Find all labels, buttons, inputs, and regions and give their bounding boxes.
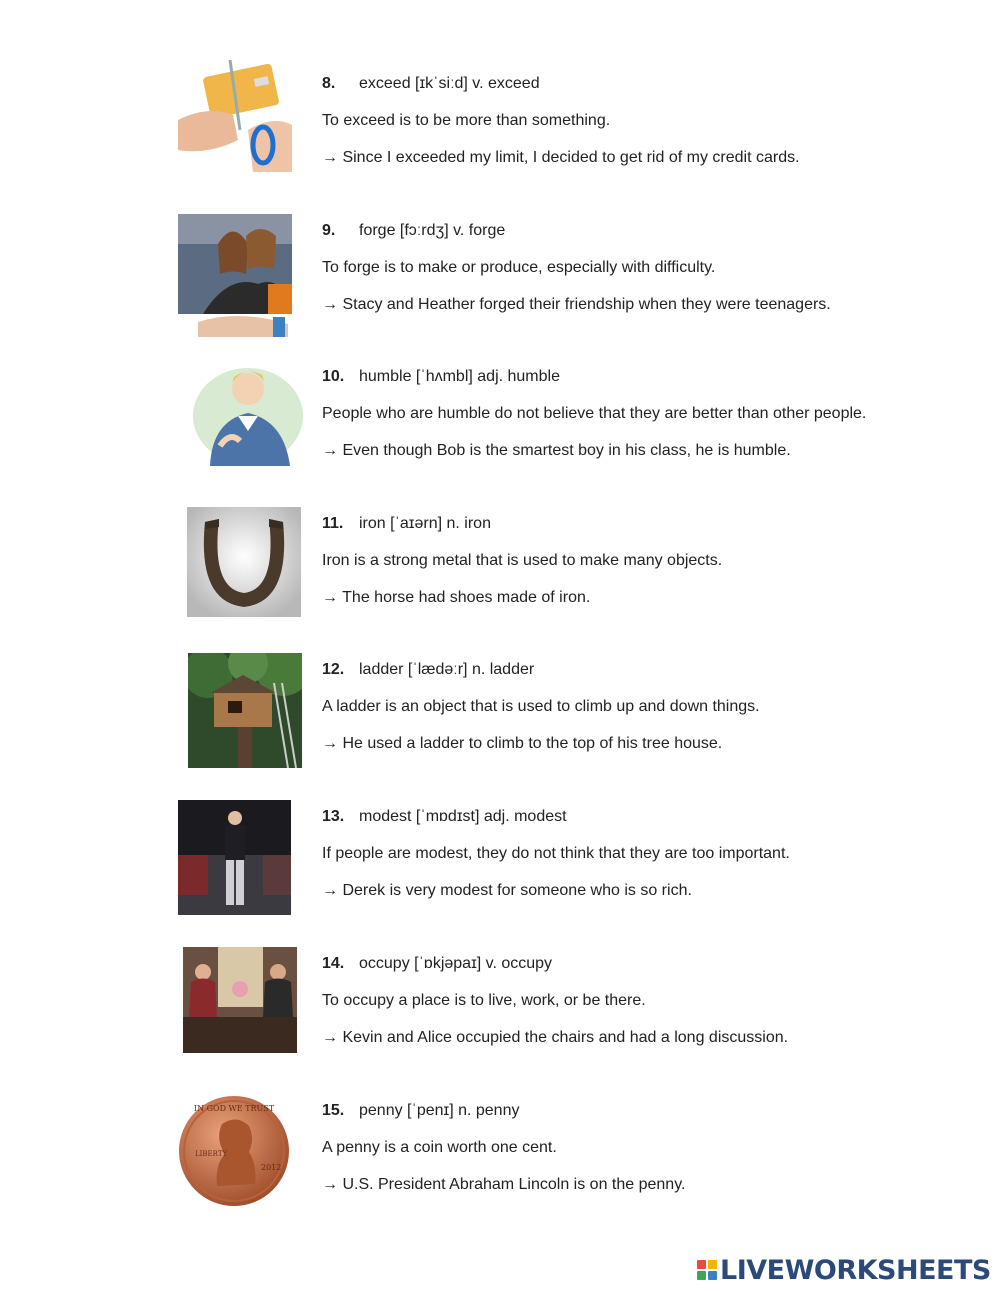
entry-definition: Iron is a strong metal that is used to make many objects. [322, 552, 723, 569]
credit-card-cutting-image [178, 60, 292, 172]
vocab-entry-humble [0, 367, 1000, 507]
logo-block [697, 1271, 706, 1280]
vocab-entry-ladder [0, 660, 1000, 800]
entry-word: humble [ˈhʌmbl] adj. humble [359, 368, 560, 385]
entry-number: 8. [322, 75, 336, 92]
penny-coin-image [177, 1094, 291, 1208]
humble-man-illustration [190, 361, 305, 466]
interview-chairs-image [183, 947, 297, 1053]
entry-example: → Since I exceeded my limit, I decided to get rid of my credit cards. [322, 149, 800, 166]
entry-headword [322, 807, 567, 827]
entry-word: ladder [ˈlædəːr] n. ladder [359, 661, 535, 678]
entry-definition: To exceed is to be more than something. [322, 112, 611, 129]
coin-motto: IN GOD WE TRUST [193, 1104, 275, 1113]
tree-house-ladder-image [188, 653, 302, 768]
entry-number: 12. [322, 661, 345, 678]
horseshoe-image [187, 507, 301, 617]
entry-number: 10. [322, 368, 345, 385]
coin-liberty: LIBERTY [195, 1150, 228, 1158]
entry-example: → Kevin and Alice occupied the chairs and had a long discussion. [322, 1029, 789, 1046]
entry-example: → Stacy and Heather forged their friendship when they were teenagers. [322, 296, 831, 313]
liveworksheets-logo[interactable] [697, 1255, 991, 1285]
entry-word: penny [ˈpenɪ] n. penny [359, 1102, 520, 1119]
entry-number: 13. [322, 808, 345, 825]
vocab-entry-iron [0, 514, 1000, 654]
entry-headword [322, 74, 540, 94]
entry-headword [322, 367, 560, 387]
entry-definition: A ladder is an object that is used to climb up and down things. [322, 698, 760, 715]
entry-headword [322, 221, 505, 241]
logo-text: LIVEWORKSHEETS [720, 1254, 991, 1286]
coin-year: 2012 [261, 1163, 282, 1172]
vocab-entry-occupy [0, 954, 1000, 1094]
entry-word: exceed [ɪkˈsiːd] v. exceed [359, 75, 540, 92]
entry-example: → Derek is very modest for someone who is so rich. [322, 882, 692, 899]
friends-stadium-image [178, 214, 292, 337]
vocab-entry-modest [0, 807, 1000, 947]
runway-model-image [178, 800, 291, 915]
entry-definition: People who are humble do not believe that they are better than other people. [322, 405, 867, 422]
entry-definition: To forge is to make or produce, especially with difficulty. [322, 259, 716, 276]
entry-example: → U.S. President Abraham Lincoln is on the penny. [322, 1176, 686, 1193]
entry-headword [322, 1101, 519, 1121]
entry-headword [322, 514, 491, 534]
vocab-entry-forge [0, 221, 1000, 361]
entry-number: 9. [322, 222, 336, 239]
entry-example: → He used a ladder to climb to the top of his tree house. [322, 735, 723, 752]
entry-headword [322, 954, 552, 974]
entry-word: forge [fɔːrdʒ] v. forge [359, 222, 506, 239]
entry-word: iron [ˈaɪərn] n. iron [359, 515, 491, 532]
logo-block [708, 1260, 717, 1269]
vocab-entry-penny [0, 1101, 1000, 1241]
entry-definition: If people are modest, they do not think that they are too important. [322, 845, 790, 862]
entry-word: occupy [ˈɒkjəpaɪ] v. occupy [359, 955, 553, 972]
entry-headword [322, 660, 534, 680]
entry-number: 11. [322, 515, 344, 532]
entry-word: modest [ˈmɒdɪst] adj. modest [359, 808, 567, 825]
entry-example: → Even though Bob is the smartest boy in his class, he is humble. [322, 442, 791, 459]
logo-block [708, 1271, 717, 1280]
entry-example: → The horse had shoes made of iron. [322, 589, 591, 606]
entry-definition: To occupy a place is to live, work, or be there. [322, 992, 646, 1009]
vocab-entry-exceed [0, 74, 1000, 214]
entry-number: 14. [322, 955, 345, 972]
logo-blocks-icon [697, 1260, 717, 1280]
entry-number: 15. [322, 1102, 345, 1119]
entry-definition: A penny is a coin worth one cent. [322, 1139, 557, 1156]
logo-block [697, 1260, 706, 1269]
